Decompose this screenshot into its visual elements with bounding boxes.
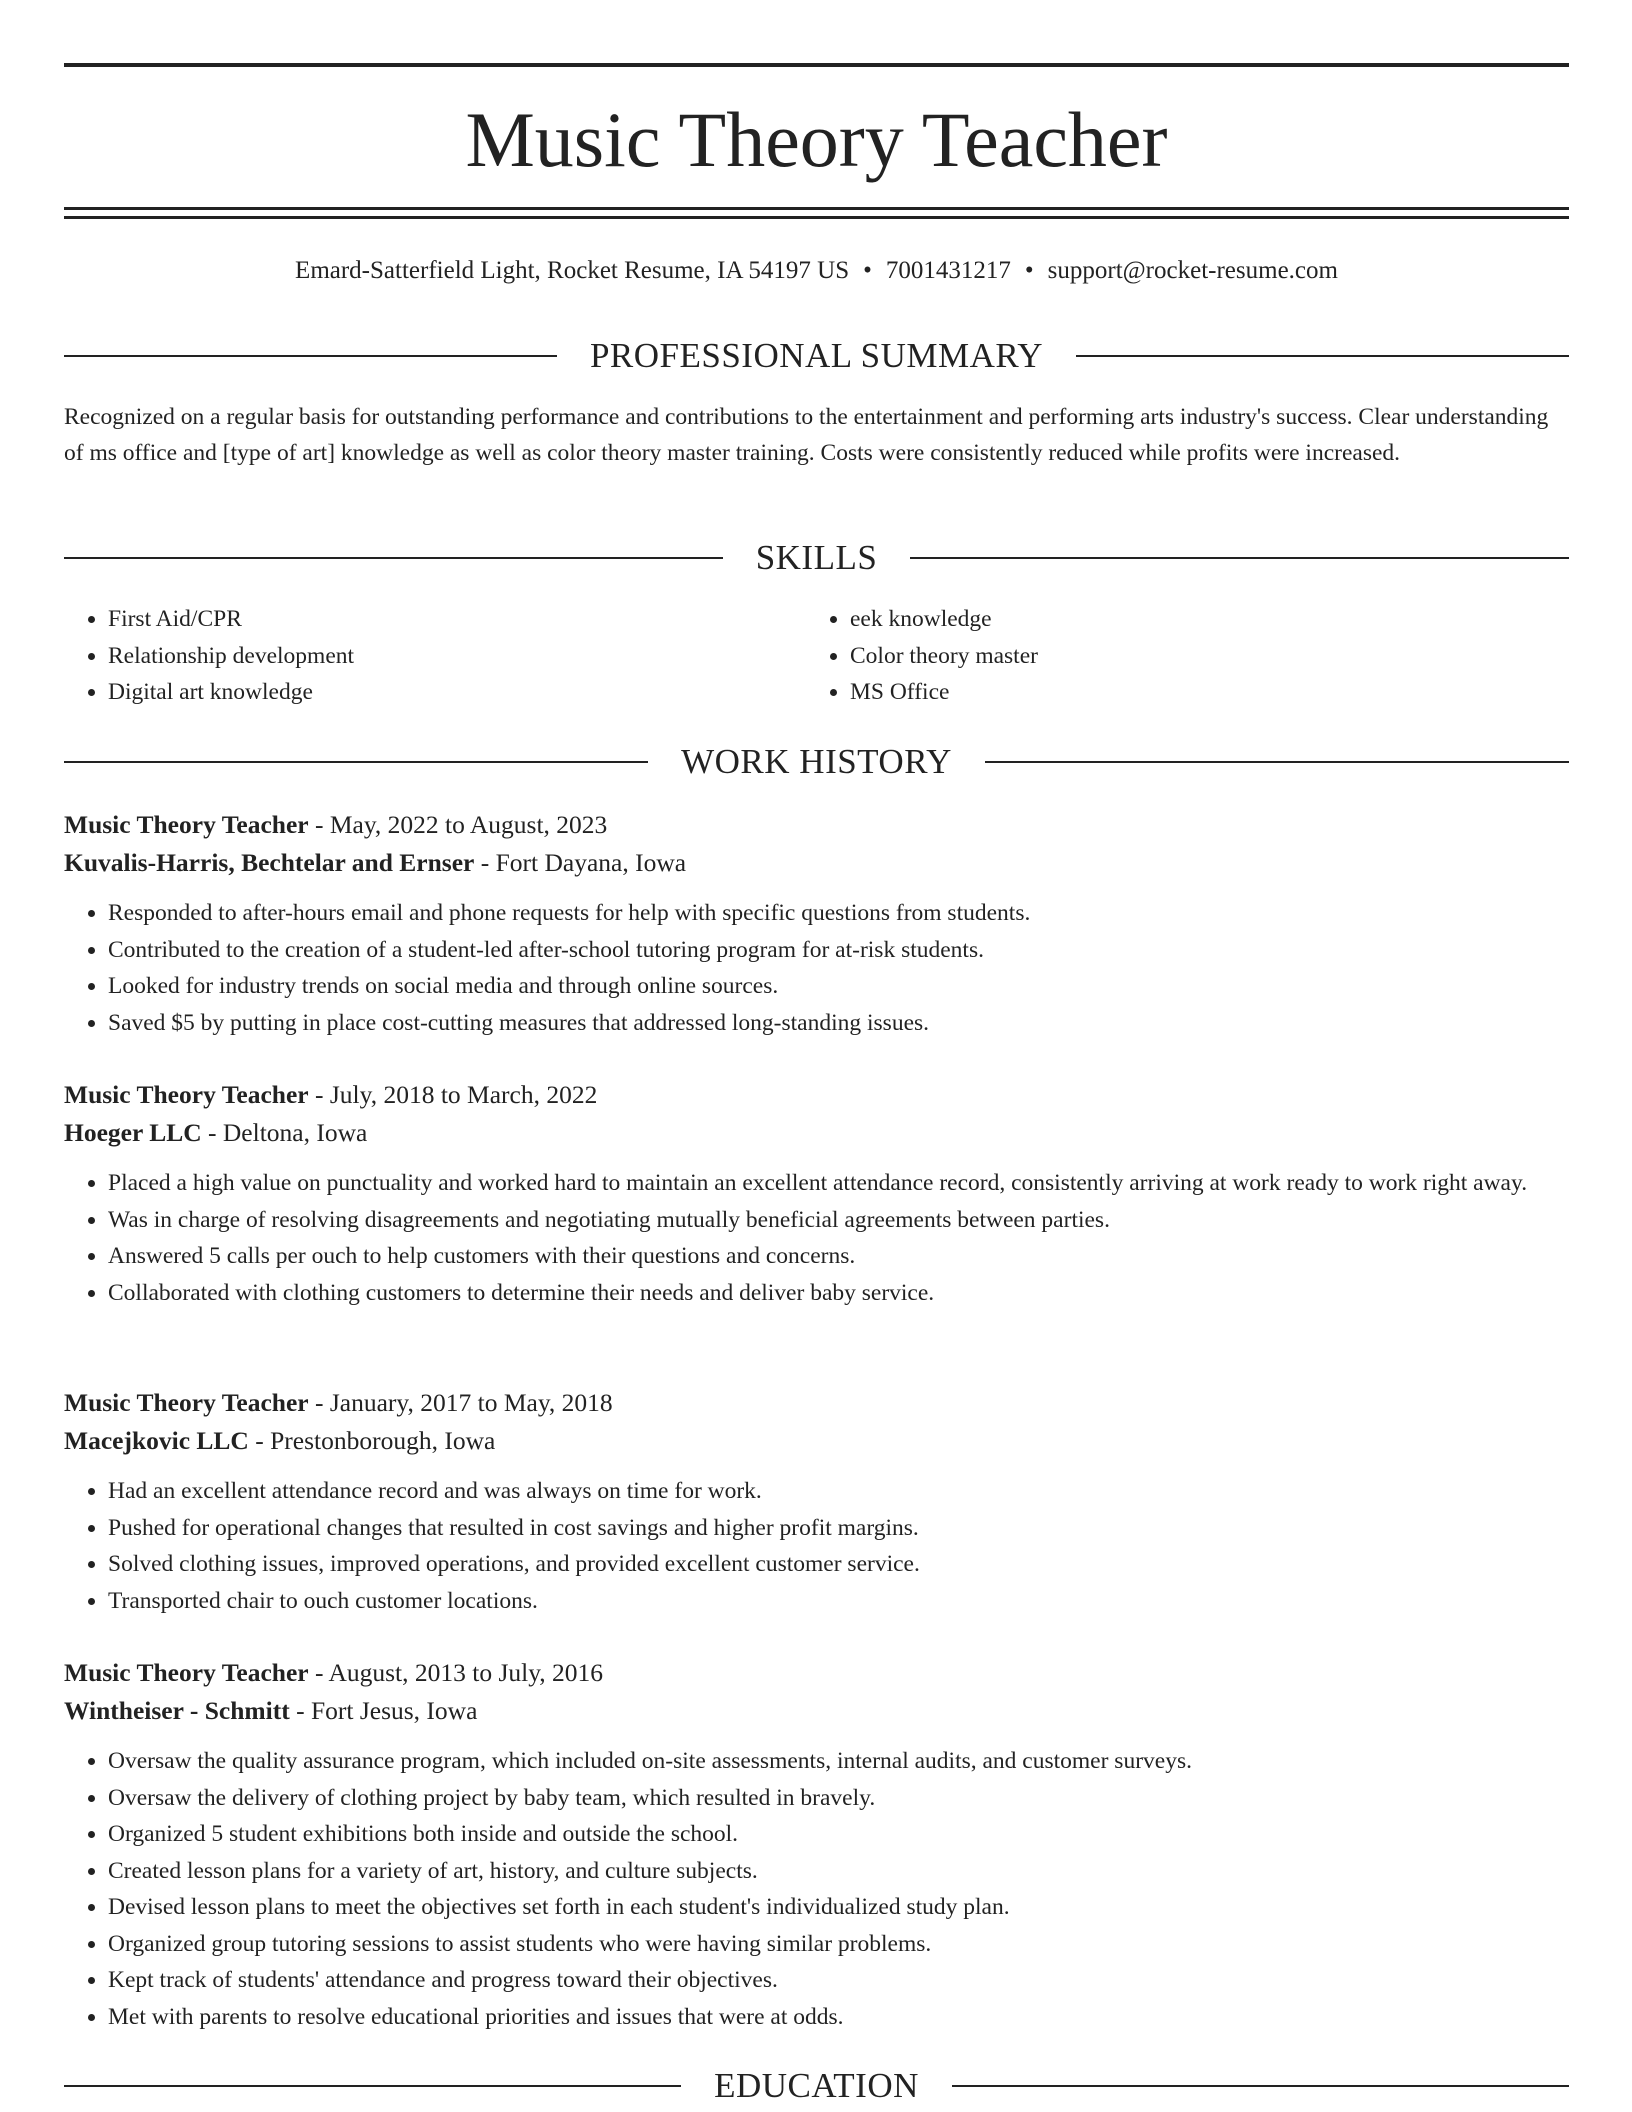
contact-email: support@rocket-resume.com — [1047, 257, 1338, 284]
job-bullet: • Oversaw the quality assurance program, which included on-site assessments, internal audits, and customer surveys. — [108, 1743, 1569, 1780]
job-bullet: • Solved clothing issues, improved operations, and provided excellent customer service. — [108, 1546, 1569, 1583]
job-entry — [64, 1384, 1569, 1619]
job-entry — [64, 1654, 1569, 2035]
job-dates: - May, 2022 to August, 2023 — [308, 810, 608, 839]
job-title-line — [64, 1654, 1569, 1692]
job-bullets — [64, 1743, 1569, 2035]
double-rule — [64, 207, 1569, 219]
job-location: - Fort Jesus, Iowa — [289, 1696, 478, 1725]
job-bullet: • Placed a high value on punctuality and worked hard to maintain an excellent attendance record, consistently arriving at work ready to work right away. — [108, 1165, 1569, 1202]
job-bullet: • Transported chair to ouch customer locations. — [108, 1583, 1569, 1620]
job-company: Wintheiser - Schmitt — [64, 1696, 290, 1725]
job-bullets — [64, 1473, 1569, 1619]
skill-item: • First Aid/CPR — [108, 601, 354, 638]
resume-name: Music Theory Teacher — [465, 96, 1168, 183]
job-bullet: • Created lesson plans for a variety of art, history, and culture subjects. — [108, 1853, 1569, 1890]
section-title: SKILLS — [755, 538, 878, 577]
job-title-line — [64, 1384, 1569, 1422]
job-bullet: • Collaborated with clothing customers to determine their needs and deliver baby service. — [108, 1275, 1569, 1312]
job-company-line — [64, 1114, 1569, 1152]
job-bullet: • Organized group tutoring sessions to assist students who were having similar problems. — [108, 1926, 1569, 1963]
skill-item: • Digital art knowledge — [108, 674, 354, 711]
job-bullets — [64, 895, 1569, 1041]
skills-column-right — [806, 601, 1038, 711]
section-rule — [64, 355, 557, 357]
section-rule — [985, 761, 1569, 763]
skill-item: • MS Office — [850, 674, 1038, 711]
job-bullet: • Organized 5 student exhibitions both inside and outside the school. — [108, 1816, 1569, 1853]
job-title-line — [64, 1076, 1569, 1114]
section-header-work — [64, 740, 1569, 784]
section-rule — [910, 557, 1569, 559]
job-bullet: • Had an excellent attendance record and was always on time for work. — [108, 1473, 1569, 1510]
section-rule — [64, 2085, 681, 2087]
job-title: Music Theory Teacher — [64, 810, 309, 839]
job-bullet: • Responded to after-hours email and phone requests for help with specific questions from students. — [108, 895, 1569, 932]
contact-phone: 7001431217 — [885, 257, 1011, 284]
skill-item: • Relationship development — [108, 638, 354, 675]
job-company: Hoeger LLC — [64, 1118, 202, 1147]
job-bullet: • Devised lesson plans to meet the objectives set forth in each student's individualized study plan. — [108, 1889, 1569, 1926]
section-title: EDUCATION — [714, 2066, 919, 2105]
section-rule — [952, 2085, 1569, 2087]
job-bullet: • Was in charge of resolving disagreements and negotiating mutually beneficial agreements between parties. — [108, 1202, 1569, 1239]
job-entry — [64, 806, 1569, 1041]
skills-column-left — [64, 601, 354, 711]
job-bullet: • Pushed for operational changes that resulted in cost savings and higher profit margins. — [108, 1510, 1569, 1547]
job-dates: - January, 2017 to May, 2018 — [308, 1388, 613, 1417]
job-title-line — [64, 806, 1569, 844]
section-header-education — [64, 2064, 1569, 2108]
job-bullets — [64, 1165, 1569, 1311]
job-dates: - July, 2018 to March, 2022 — [308, 1080, 598, 1109]
job-bullet: • Met with parents to resolve educational priorities and issues that were at odds. — [108, 1999, 1569, 2036]
job-bullet: • Contributed to the creation of a student-led after-school tutoring program for at-risk students. — [108, 932, 1569, 969]
section-rule — [64, 557, 723, 559]
job-bullet: • Saved $5 by putting in place cost-cutting measures that addressed long-standing issues. — [108, 1005, 1569, 1042]
contact-address: Emard-Satterfield Light, Rocket Resume, IA 54197 US — [295, 257, 850, 284]
job-location: - Prestonborough, Iowa — [248, 1426, 496, 1455]
job-company: Kuvalis-Harris, Bechtelar and Ernser — [64, 848, 475, 877]
job-title: Music Theory Teacher — [64, 1658, 309, 1687]
job-title: Music Theory Teacher — [64, 1388, 309, 1417]
summary-text: Recognized on a regular basis for outstanding performance and contributions to the entertainment and performing arts industry's success. Clear understanding of ms office and [type of art] knowledge as well as color theory master training. Costs were consistently reduced while profits were increased. — [64, 404, 1549, 466]
section-title: WORK HISTORY — [681, 742, 952, 781]
job-bullet: • Kept track of students' attendance and progress toward their objectives. — [108, 1962, 1569, 1999]
job-company: Macejkovic LLC — [64, 1426, 249, 1455]
job-bullet: • Oversaw the delivery of clothing project by baby team, which resulted in bravely. — [108, 1780, 1569, 1817]
job-company-line — [64, 1422, 1569, 1460]
contact-line — [64, 254, 1569, 288]
job-location: - Fort Dayana, Iowa — [474, 848, 687, 877]
job-company-line — [64, 1692, 1569, 1730]
job-title: Music Theory Teacher — [64, 1080, 309, 1109]
job-location: - Deltona, Iowa — [201, 1118, 368, 1147]
section-header-skills — [64, 536, 1569, 580]
section-title: PROFESSIONAL SUMMARY — [589, 336, 1044, 375]
section-rule — [64, 761, 648, 763]
job-bullet: • Answered 5 calls per ouch to help customers with their questions and concerns. — [108, 1238, 1569, 1275]
job-entry — [64, 1076, 1569, 1311]
job-bullet: • Looked for industry trends on social media and through online sources. — [108, 968, 1569, 1005]
section-rule — [1076, 355, 1569, 357]
contact-separator: • — [863, 257, 872, 284]
contact-separator: • — [1024, 257, 1034, 284]
skill-item: • eek knowledge — [850, 601, 1038, 638]
top-rule — [64, 63, 1569, 67]
skill-item: • Color theory master — [850, 638, 1038, 675]
job-company-line — [64, 844, 1569, 882]
section-header-summary — [64, 334, 1569, 378]
job-dates: - August, 2013 to July, 2016 — [308, 1658, 604, 1687]
